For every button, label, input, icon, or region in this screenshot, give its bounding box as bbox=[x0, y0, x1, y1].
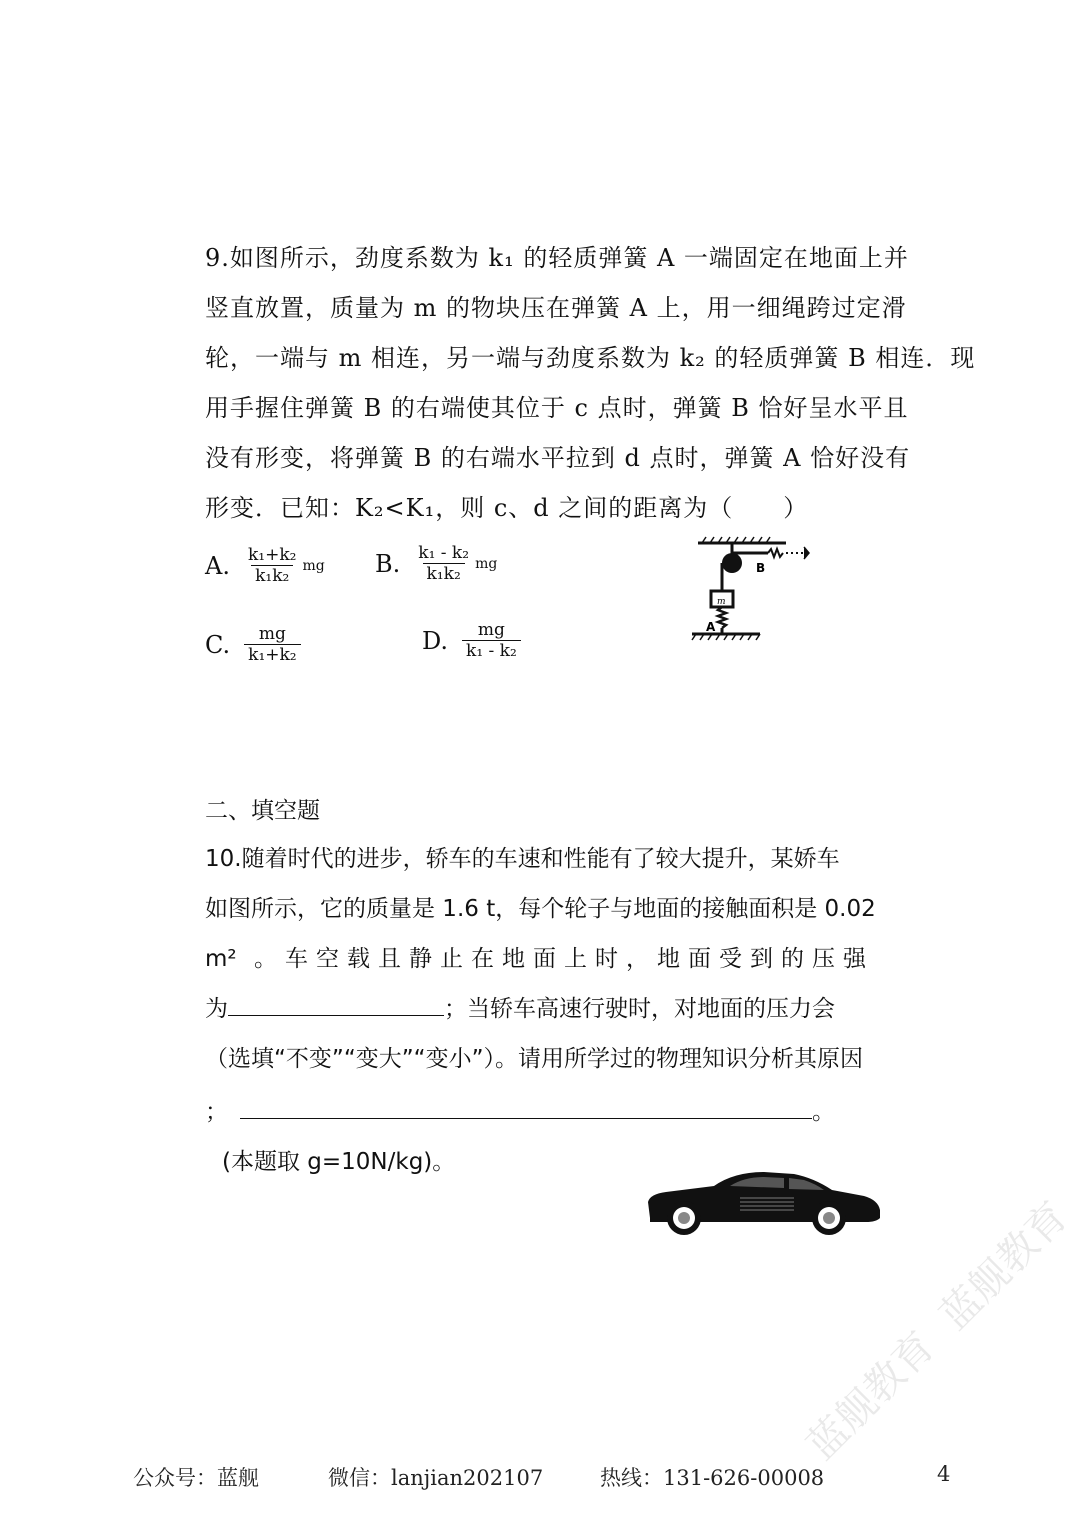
q10-unit: m² bbox=[205, 946, 237, 972]
q10-line-4-post: ；当轿车高速行驶时，对地面的压力会 bbox=[444, 996, 835, 1022]
q10-line-3 bbox=[205, 940, 874, 973]
option-a-suffix: mg bbox=[302, 557, 325, 574]
q9-line-5: 没有形变，将弹簧 B 的右端水平拉到 d 点时，弹簧 A 恰好没有 bbox=[205, 444, 911, 472]
q9-line-3: 轮，一端与 m 相连，另一端与劲度系数为 k₂ 的轻质弹簧 B 相连．现 bbox=[205, 344, 976, 372]
spring-a-icon bbox=[718, 607, 726, 628]
hand-arrow-icon bbox=[804, 547, 809, 559]
option-b-fraction bbox=[414, 543, 473, 584]
label-b: B bbox=[756, 561, 766, 575]
option-a-letter: A. bbox=[205, 551, 230, 580]
option-c bbox=[205, 624, 301, 665]
q10-line-4 bbox=[205, 990, 835, 1023]
q10-line-1: 10.随着时代的进步，轿车的车速和性能有了较大提升，某娇车 bbox=[205, 846, 840, 872]
reason-answer-blank[interactable] bbox=[240, 1118, 812, 1119]
option-b-suffix: mg bbox=[475, 555, 498, 572]
option-d-numerator: mg bbox=[477, 620, 505, 640]
option-d bbox=[422, 620, 521, 661]
footer-wechat: 微信：lanjian202107 bbox=[328, 1466, 544, 1490]
page-number: 4 bbox=[937, 1462, 951, 1486]
q10-line-4-pre: 为 bbox=[205, 996, 228, 1022]
footer-hotline: 热线：131-626-00008 bbox=[600, 1466, 825, 1490]
q10-line-6-post: 。 bbox=[812, 1099, 835, 1125]
option-b-denominator: k₁k₂ bbox=[423, 563, 465, 584]
option-a-numerator: k₁+k₂ bbox=[247, 545, 297, 565]
option-d-fraction bbox=[462, 620, 521, 661]
option-d-letter: D. bbox=[422, 626, 449, 655]
q10-line-3-text: 。车空载且静止在地面上时，地面受到的压强 bbox=[253, 946, 874, 972]
option-d-denominator: k₁ - k₂ bbox=[462, 640, 521, 661]
option-a bbox=[205, 545, 325, 586]
option-c-letter: C. bbox=[205, 630, 231, 659]
watermark-1: 蓝舰教育 bbox=[798, 1323, 945, 1469]
option-c-fraction bbox=[244, 624, 300, 665]
spring-pulley-diagram bbox=[686, 535, 816, 647]
q9-line-1: 9.如图所示，劲度系数为 k₁ 的轻质弹簧 A 一端固定在地面上并 bbox=[205, 244, 909, 272]
pulley-icon bbox=[722, 553, 742, 573]
section-title: 二、填空题 bbox=[205, 798, 320, 824]
label-a: A bbox=[706, 620, 716, 634]
q10-line-7: (本题取 g=10N/kg)。 bbox=[222, 1149, 456, 1175]
q10-line-6-pre: ； bbox=[205, 1099, 228, 1125]
footer-public-account: 公众号：蓝舰 bbox=[133, 1466, 259, 1490]
option-a-denominator: k₁k₂ bbox=[251, 565, 293, 586]
pressure-answer-blank[interactable] bbox=[228, 1015, 444, 1016]
option-a-fraction bbox=[244, 545, 300, 586]
option-b-numerator: k₁ - k₂ bbox=[418, 543, 470, 563]
q10-line-5: （选填“不变”“变大”“变小”）。请用所学过的物理知识分析其原因 bbox=[205, 1046, 863, 1072]
option-b-letter: B. bbox=[375, 549, 401, 578]
option-b bbox=[375, 543, 497, 584]
watermark-2: 蓝舰教育 bbox=[931, 1193, 1078, 1339]
q10-line-2: 如图所示，它的质量是 1.6 t，每个轮子与地面的接触面积是 0.02 bbox=[205, 896, 876, 922]
option-c-denominator: k₁+k₂ bbox=[244, 644, 300, 665]
label-m: m bbox=[717, 597, 726, 607]
spring-b-icon bbox=[768, 549, 783, 557]
q9-line-4: 用手握住弹簧 B 的右端使其位于 c 点时，弹簧 B 恰好呈水平且 bbox=[205, 394, 909, 422]
q9-line-6: 形变．已知：K₂<K₁，则 c、d 之间的距离为（ ） bbox=[205, 494, 809, 522]
option-c-numerator: mg bbox=[258, 624, 286, 644]
q10-line-6 bbox=[205, 1093, 835, 1126]
q9-line-2: 竖直放置，质量为 m 的物块压在弹簧 A 上，用一细绳跨过定滑 bbox=[205, 294, 907, 322]
car-icon bbox=[644, 1166, 884, 1238]
